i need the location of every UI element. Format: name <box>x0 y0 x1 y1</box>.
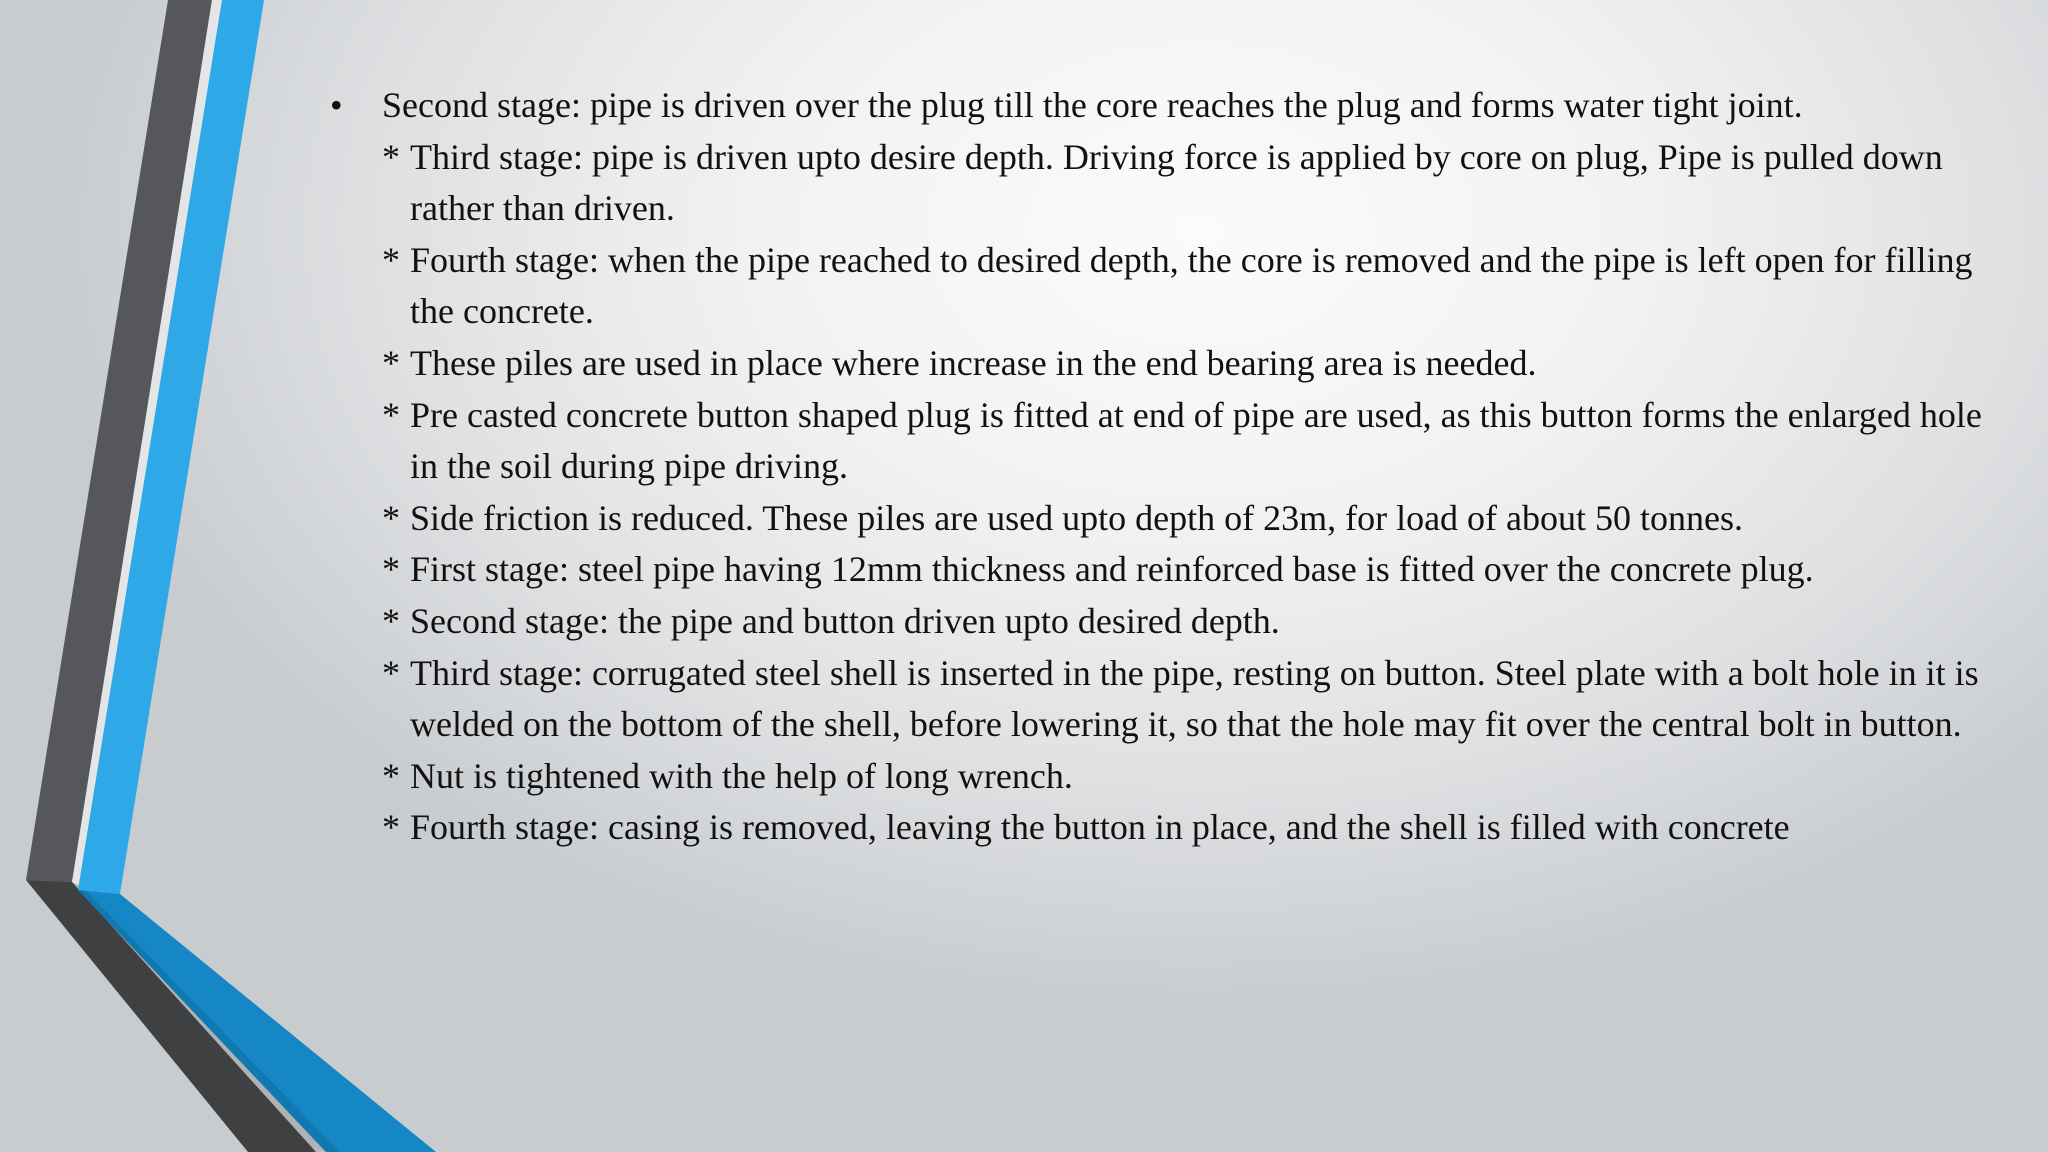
item-text: Fourth stage: when the pipe reached to desired depth, the core is removed and the pipe is left open for filling the concrete. <box>410 239 1973 332</box>
asterisk-marker: * <box>382 600 400 641</box>
list-item <box>330 132 1990 235</box>
list-item <box>330 648 1990 751</box>
item-text: Third stage: pipe is driven upto desire depth. Driving force is applied by core on plug, Pipe is pulled down rather than driven. <box>410 136 1943 229</box>
item-text: These piles are used in place where increase in the end bearing area is needed. <box>410 342 1537 383</box>
item-text: Third stage: corrugated steel shell is inserted in the pipe, resting on button. Steel plate with a bolt hole in it is welded on the bottom of the shell, before lowering it, so that the hole may fit over the central bolt in button. <box>410 652 1979 745</box>
asterisk-marker: * <box>382 136 400 177</box>
item-text: Pre casted concrete button shaped plug is fitted at end of pipe are used, as this button forms the enlarged hole in the soil during pipe driving. <box>410 394 1982 487</box>
asterisk-marker: * <box>382 239 400 280</box>
list-item <box>330 596 1990 648</box>
asterisk-marker: * <box>382 755 400 796</box>
list-item <box>330 751 1990 803</box>
list-item <box>330 493 1990 545</box>
asterisk-marker: * <box>382 497 400 538</box>
item-text: Second stage: the pipe and button driven upto desired depth. <box>410 600 1280 641</box>
slide-body <box>330 80 1990 854</box>
list-item <box>330 544 1990 596</box>
item-text: Fourth stage: casing is removed, leaving the button in place, and the shell is filled with concrete <box>410 807 1790 848</box>
item-text: Second stage: pipe is driven over the plug till the core reaches the plug and forms water tight joint. <box>382 85 1803 125</box>
list-item <box>330 390 1990 493</box>
asterisk-marker: * <box>382 342 400 383</box>
bullet-item <box>330 80 1990 132</box>
asterisk-marker: * <box>382 807 400 848</box>
list-item <box>330 235 1990 338</box>
asterisk-marker: * <box>382 652 400 693</box>
item-text: Nut is tightened with the help of long wrench. <box>410 755 1073 796</box>
item-text: Side friction is reduced. These piles are used upto depth of 23m, for load of about 50 tonnes. <box>410 497 1744 538</box>
dark-gray-diagonal-band <box>26 880 316 1152</box>
list-item <box>330 338 1990 390</box>
asterisk-marker: * <box>382 549 400 590</box>
item-text: First stage: steel pipe having 12mm thickness and reinforced base is fitted over the concrete plug. <box>410 549 1814 590</box>
bullet-marker: • <box>330 85 343 125</box>
asterisk-marker: * <box>382 394 400 435</box>
list-item <box>330 802 1990 854</box>
